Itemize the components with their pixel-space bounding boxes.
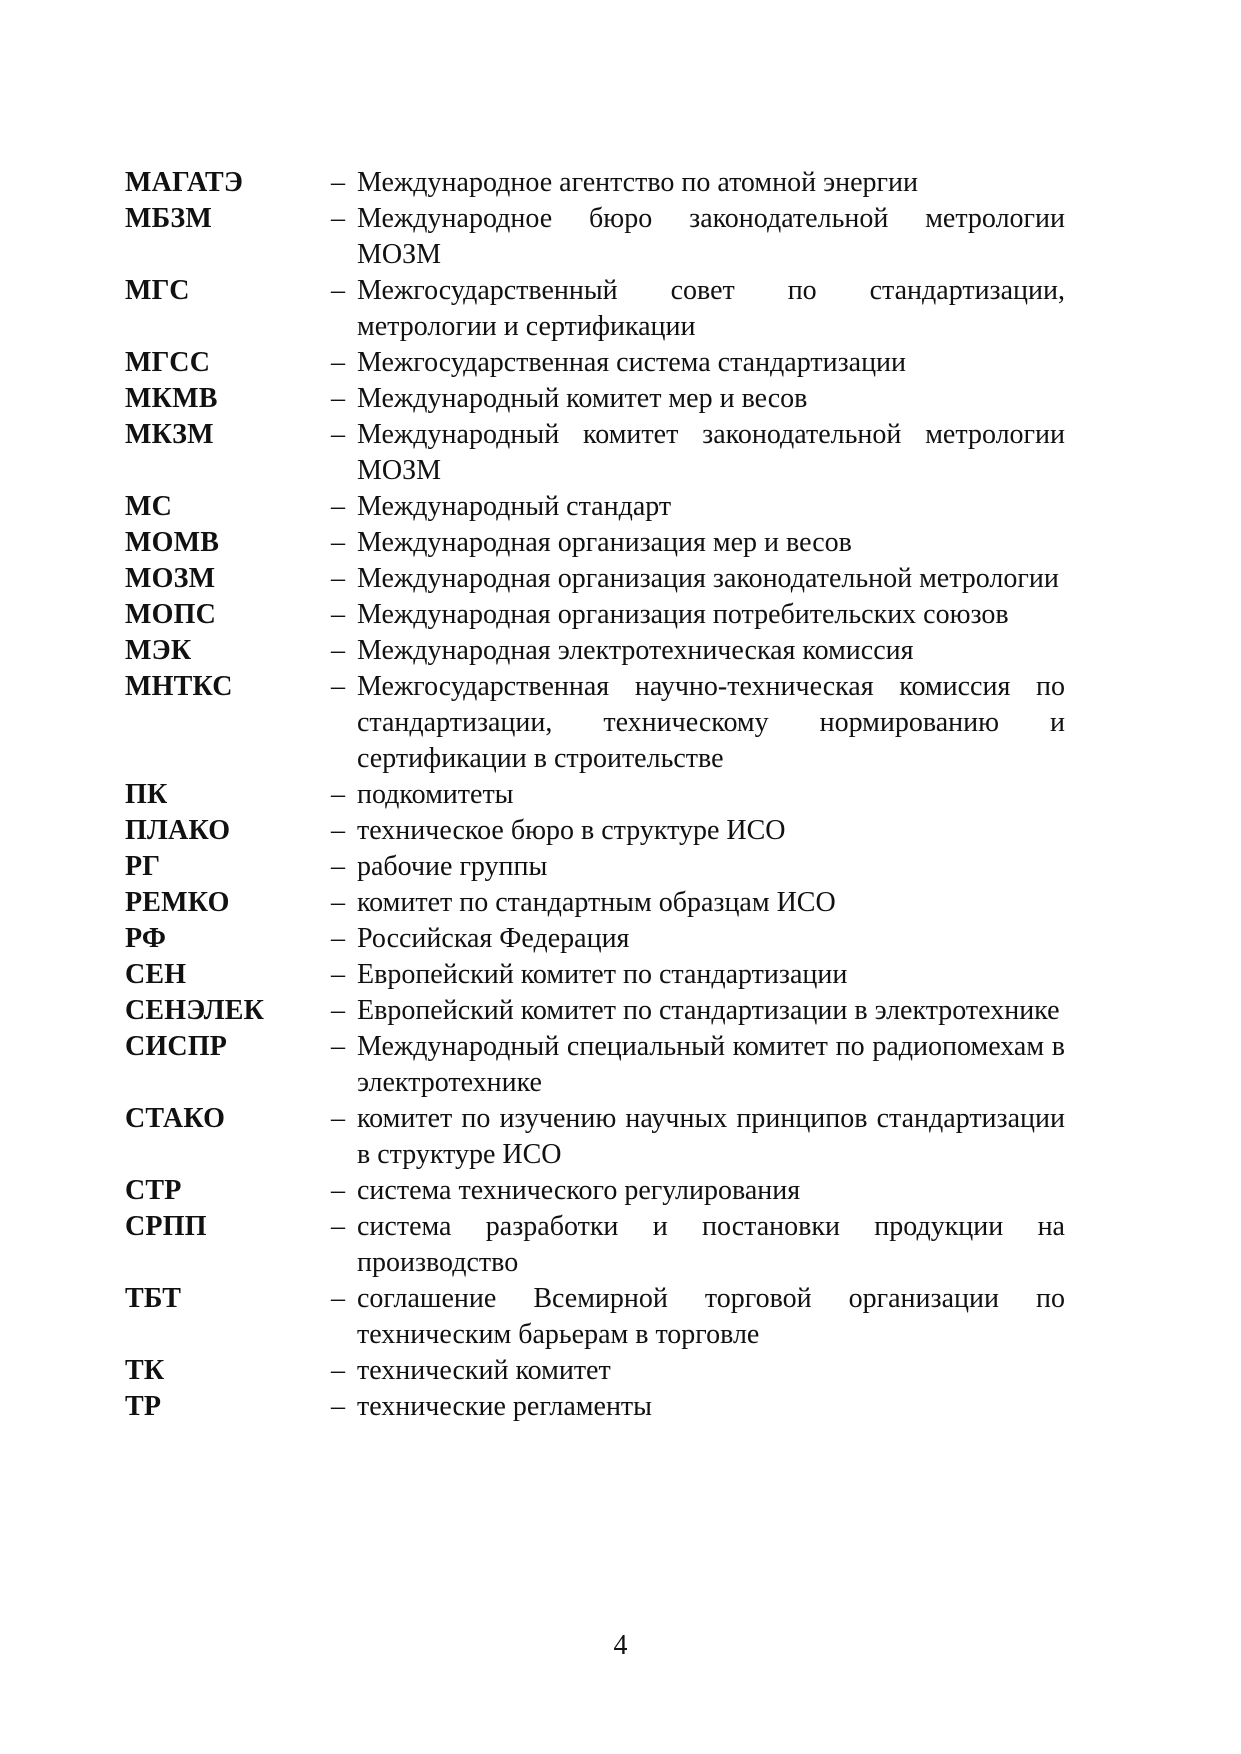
dash: –: [331, 851, 345, 882]
definition-text: Европейский комитет по стандартизации в электротехнике: [357, 995, 1060, 1026]
abbreviation-definition: [331, 597, 1065, 633]
abbreviation-definition: [331, 669, 1065, 777]
abbreviation-entry: [125, 345, 1065, 381]
dash: –: [331, 959, 345, 990]
abbreviation-entry: [125, 1029, 1065, 1101]
abbreviation-term: МКЗМ: [125, 419, 214, 450]
definition-text: Международный стандарт: [357, 491, 672, 522]
abbreviation-entry: [125, 633, 1065, 669]
abbreviation-entry: [125, 669, 1065, 777]
abbreviation-definition: [331, 885, 1065, 921]
definition-text: Международный комитет мер и весов: [357, 383, 808, 414]
abbreviation-entry: [125, 1209, 1065, 1281]
abbreviation-term: ТБТ: [125, 1283, 182, 1314]
definition-text: подкомитеты: [357, 779, 514, 810]
abbreviation-term: РГ: [125, 851, 161, 882]
abbreviation-entry: [125, 993, 1065, 1029]
definition-text: Международная организация законодательной метрологии: [357, 563, 1059, 594]
abbreviation-term: СИСПР: [125, 1031, 228, 1062]
definition-text: Межгосударственный совет по стандартизации, метрологии и сертификации: [357, 275, 1065, 342]
definition-text: система технического регулирования: [357, 1175, 801, 1206]
dash: –: [331, 275, 345, 306]
definition-text: техническое бюро в структуре ИСО: [357, 815, 786, 846]
definition-text: соглашение Всемирной торговой организации по техническим барьерам в торговле: [357, 1283, 1065, 1350]
abbreviation-term: МКМВ: [125, 383, 218, 414]
abbreviation-definition: [331, 633, 1065, 669]
definition-text: Российская Федерация: [357, 923, 630, 954]
abbreviation-term: ПЛАКО: [125, 815, 231, 846]
abbreviation-entry: [125, 525, 1065, 561]
abbreviation-definition: [331, 201, 1065, 273]
abbreviation-term: РФ: [125, 923, 167, 954]
definition-text: технический комитет: [357, 1355, 611, 1386]
abbreviation-entry: [125, 777, 1065, 813]
dash: –: [331, 887, 345, 918]
abbreviation-entry: [125, 1389, 1065, 1425]
abbreviation-entry: [125, 849, 1065, 885]
definition-text: комитет по стандартным образцам ИСО: [357, 887, 836, 918]
abbreviation-definition: [331, 345, 1065, 381]
abbreviation-term: ТК: [125, 1355, 165, 1386]
definition-text: комитет по изучению научных принципов стандартизации в структуре ИСО: [357, 1103, 1065, 1170]
abbreviation-definition: [331, 165, 1065, 201]
definition-text: Международная организация мер и весов: [357, 527, 852, 558]
abbreviation-definition: [331, 921, 1065, 957]
abbreviation-term: МБЗМ: [125, 203, 212, 234]
abbreviation-term: МС: [125, 491, 173, 522]
definition-text: Международное агентство по атомной энергии: [357, 167, 918, 198]
abbreviation-term: МЭК: [125, 635, 192, 666]
definition-text: Международное бюро законодательной метрологии МОЗМ: [357, 203, 1065, 270]
abbreviation-term: МНТКС: [125, 671, 233, 702]
dash: –: [331, 419, 345, 450]
dash: –: [331, 923, 345, 954]
abbreviation-term: СРПП: [125, 1211, 207, 1242]
abbreviation-definition: [331, 1353, 1065, 1389]
abbreviation-term: МАГАТЭ: [125, 167, 244, 198]
dash: –: [331, 491, 345, 522]
abbreviation-definition: [331, 561, 1065, 597]
abbreviation-entry: [125, 1173, 1065, 1209]
dash: –: [331, 167, 345, 198]
dash: –: [331, 1391, 345, 1422]
dash: –: [331, 671, 345, 702]
abbreviation-definition: [331, 417, 1065, 489]
abbreviation-term: МОЗМ: [125, 563, 216, 594]
definition-text: Международная электротехническая комиссия: [357, 635, 914, 666]
abbreviation-definition: [331, 489, 1065, 525]
abbreviation-entry: [125, 813, 1065, 849]
dash: –: [331, 203, 345, 234]
abbreviation-entry: [125, 597, 1065, 633]
abbreviation-definition: [331, 273, 1065, 345]
abbreviation-list: [125, 165, 1065, 1425]
abbreviation-entry: [125, 489, 1065, 525]
abbreviation-term: ТР: [125, 1391, 162, 1422]
abbreviation-term: МГСС: [125, 347, 211, 378]
dash: –: [331, 1355, 345, 1386]
abbreviation-term: СЕН: [125, 959, 187, 990]
dash: –: [331, 1103, 345, 1134]
dash: –: [331, 383, 345, 414]
abbreviation-definition: [331, 1209, 1065, 1281]
abbreviation-entry: [125, 885, 1065, 921]
definition-text: система разработки и постановки продукции на производство: [357, 1211, 1065, 1278]
abbreviation-term: ПК: [125, 779, 168, 810]
dash: –: [331, 635, 345, 666]
abbreviation-entry: [125, 1281, 1065, 1353]
definition-text: Межгосударственная система стандартизации: [357, 347, 907, 378]
abbreviation-term: СТР: [125, 1175, 182, 1206]
abbreviation-definition: [331, 993, 1065, 1029]
dash: –: [331, 1211, 345, 1242]
abbreviation-term: МОПС: [125, 599, 217, 630]
dash: –: [331, 995, 345, 1026]
abbreviation-definition: [331, 1101, 1065, 1173]
abbreviation-entry: [125, 1353, 1065, 1389]
abbreviation-term: РЕМКО: [125, 887, 230, 918]
dash: –: [331, 1283, 345, 1314]
abbreviation-definition: [331, 1173, 1065, 1209]
abbreviation-entry: [125, 921, 1065, 957]
abbreviation-entry: [125, 957, 1065, 993]
dash: –: [331, 599, 345, 630]
abbreviation-term: СЕНЭЛЕК: [125, 995, 265, 1026]
abbreviation-entry: [125, 381, 1065, 417]
definition-text: Международный комитет законодательной метрологии МОЗМ: [357, 419, 1065, 486]
abbreviation-entry: [125, 561, 1065, 597]
definition-text: технические регламенты: [357, 1391, 652, 1422]
definition-text: Международный специальный комитет по радиопомехам в электротехнике: [357, 1031, 1065, 1098]
abbreviation-definition: [331, 849, 1065, 885]
abbreviation-entry: [125, 417, 1065, 489]
dash: –: [331, 779, 345, 810]
definition-text: Европейский комитет по стандартизации: [357, 959, 848, 990]
abbreviation-entry: [125, 165, 1065, 201]
dash: –: [331, 563, 345, 594]
abbreviation-definition: [331, 525, 1065, 561]
abbreviation-definition: [331, 1389, 1065, 1425]
abbreviation-definition: [331, 381, 1065, 417]
definition-text: рабочие группы: [357, 851, 548, 882]
abbreviation-entry: [125, 201, 1065, 273]
abbreviation-term: СТАКО: [125, 1103, 226, 1134]
abbreviation-definition: [331, 1281, 1065, 1353]
definition-text: Международная организация потребительских союзов: [357, 599, 1009, 630]
abbreviation-definition: [331, 813, 1065, 849]
abbreviation-term: МОМВ: [125, 527, 220, 558]
abbreviation-term: МГС: [125, 275, 190, 306]
abbreviation-definition: [331, 957, 1065, 993]
abbreviation-definition: [331, 777, 1065, 813]
abbreviation-entry: [125, 1101, 1065, 1173]
abbreviation-entry: [125, 273, 1065, 345]
dash: –: [331, 347, 345, 378]
dash: –: [331, 527, 345, 558]
page-number: 4: [613, 1630, 628, 1661]
abbreviation-definition: [331, 1029, 1065, 1101]
dash: –: [331, 815, 345, 846]
dash: –: [331, 1031, 345, 1062]
definition-text: Межгосударственная научно-техническая комиссия по стандартизации, техническому нормированию и сертификации в строительстве: [357, 671, 1065, 774]
dash: –: [331, 1175, 345, 1206]
